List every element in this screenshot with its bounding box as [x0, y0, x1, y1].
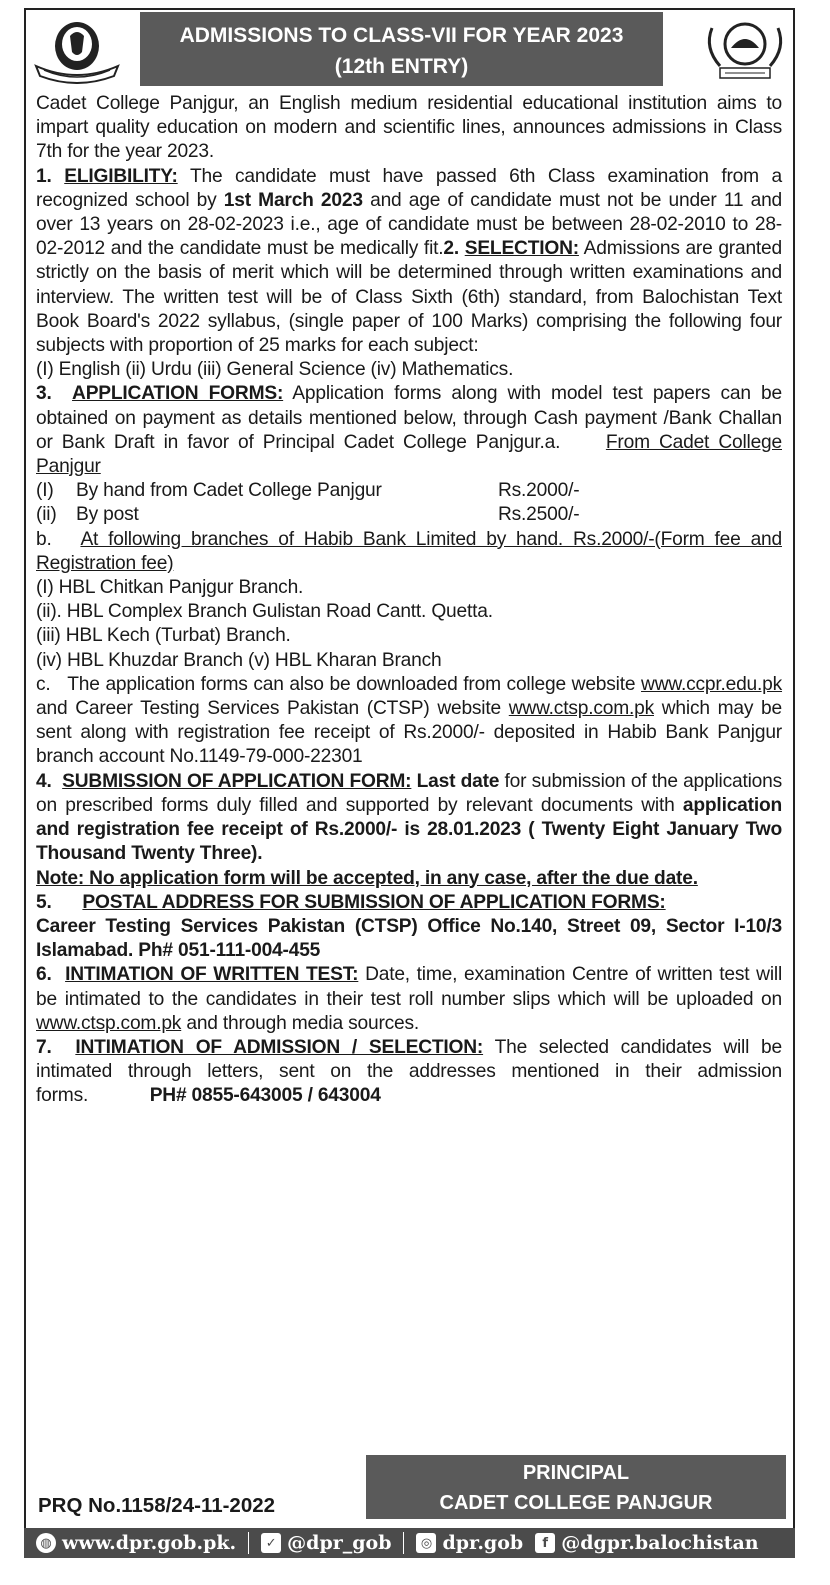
section-postal-address: [36, 891, 782, 915]
note-line: Note: No application form will be accepted, in any case, after the due date.: [36, 867, 698, 889]
intro-paragraph: Cadet College Panjgur, an English medium residential educational institution aims to impart quality education on modern and scientific lines, announces admissions in Class 7th for the year 2023.: [36, 93, 782, 163]
website-item[interactable]: [36, 1532, 236, 1554]
application-forms-text: Application forms along with model test papers can be obtained on payment as details mentioned below, through Cash payment /Bank Challan or Bank Draft in favor of Principal Cadet College Panjgur.a.: [36, 383, 782, 453]
signature-title: PRINCIPAL: [522, 1462, 630, 1484]
advert-body: [36, 92, 782, 1109]
branch-item: (I) HBL Chitkan Panjgur Branch.: [36, 577, 304, 599]
section-5-number: 5.: [36, 891, 52, 913]
facebook-icon: f: [535, 1533, 555, 1553]
college-website-link[interactable]: www.ccpr.edu.pk: [641, 673, 783, 695]
section-application-forms: [36, 382, 782, 479]
postal-address-text: Career Testing Services Pakistan (CTSP) Office No.140, Street 09, Sector I-10/3 Islamabad. Ph# 051-111-004-455: [36, 915, 782, 962]
application-forms-heading: APPLICATION FORMS:: [72, 383, 284, 405]
signature-block: [366, 1455, 786, 1519]
twitter-item[interactable]: [261, 1532, 391, 1554]
social-footer-bar: [24, 1528, 795, 1558]
section-admission-selection: [36, 1036, 782, 1109]
download-text-2: and Career Testing Services Pakistan (CTSP) website: [36, 698, 501, 720]
instagram-handle: dpr.gob: [442, 1532, 524, 1554]
instagram-item[interactable]: [416, 1532, 523, 1554]
facebook-handle: @dgpr.balochistan: [561, 1532, 759, 1554]
contact-phone: PH# 0855-643005 / 643004: [149, 1085, 381, 1107]
signature-institution: CADET COLLEGE PANJGUR: [439, 1492, 713, 1514]
section-eligibility-selection: [36, 165, 782, 359]
selection-heading: SELECTION:: [464, 238, 579, 260]
ctsp-upload-link[interactable]: www.ctsp.com.pk: [36, 1012, 182, 1034]
fee-row-number: (I): [36, 480, 54, 502]
branch-item: (ii). HBL Complex Branch Gulistan Road Cantt. Quetta.: [36, 601, 493, 623]
ctsp-website-link[interactable]: www.ctsp.com.pk: [508, 698, 654, 720]
submission-text: for submission of the applications on prescribed forms duly filled and supported by relevant documents with: [36, 770, 783, 816]
from-college-subheading: From Cadet College Panjgur: [36, 431, 782, 478]
bank-branches-text: At following branches of Habib Bank Limited by hand. Rs.2000/-(Form fee and Registration fee): [36, 528, 782, 574]
admission-selection-text: The selected candidates will be intimated through letters, sent on the addresses mentioned in their admission forms.: [36, 1036, 782, 1107]
instagram-icon: ◎: [416, 1533, 436, 1553]
facebook-item[interactable]: [535, 1532, 758, 1554]
fee-row-by-post: [36, 503, 782, 527]
prq-number: PRQ No.1158/24-11-2022: [38, 1494, 276, 1517]
written-test-text: Date, time, examination Centre of written test will be intimated to the candidates in their test roll number slips which will be uploaded on: [36, 964, 783, 1010]
fee-row-label: By hand from Cadet College Panjgur: [76, 480, 382, 502]
advert-subtitle: (12th ENTRY): [334, 55, 469, 78]
section-4-number: 4.: [36, 770, 52, 792]
eligibility-heading: ELIGIBILITY:: [64, 165, 178, 187]
submission-heading: SUBMISSION OF APPLICATION FORM:: [62, 770, 412, 792]
section-submission: [36, 770, 782, 867]
last-date-label: Last date: [416, 770, 500, 792]
subjects-line: (I) English (ii) Urdu (iii) General Science (iv) Mathematics.: [36, 359, 514, 381]
section-written-test: [36, 963, 782, 1036]
twitter-handle: @dpr_gob: [287, 1532, 392, 1554]
section-7-number: 7.: [36, 1036, 52, 1058]
college-crest-left-logo: [30, 14, 124, 84]
download-text-3: which may be sent along with registration fee receipt of Rs.2000/- deposited in Habib Bank Panjgur branch account No.1149-79-000-22301: [36, 698, 782, 768]
download-text: The application forms can also be downloaded from college website: [67, 673, 636, 695]
divider: [403, 1532, 404, 1554]
submission-deadline: application and registration fee receipt of Rs.2000/- is 28.01.2023 ( Twenty Eight January Two Thousand Twenty Three).: [36, 794, 782, 865]
item-c-label: c.: [36, 673, 51, 695]
branch-item: (iv) HBL Khuzdar Branch (v) HBL Kharan Branch: [36, 649, 442, 671]
fee-row-amount: Rs.2000/-: [498, 480, 580, 502]
eligibility-text: The candidate must have passed 6th Class examination from a recognized school by: [36, 165, 782, 211]
divider: [248, 1532, 249, 1554]
branch-item: (iii) HBL Kech (Turbat) Branch.: [36, 625, 291, 647]
fee-row-number: (ii): [36, 504, 57, 526]
fee-row-by-hand: [36, 479, 782, 503]
postal-address-heading: POSTAL ADDRESS FOR SUBMISSION OF APPLICATION FORMS:: [82, 891, 666, 913]
section-3-number: 3.: [36, 383, 52, 405]
written-test-text-2: and through media sources.: [186, 1012, 420, 1034]
fee-row-amount: Rs.2500/-: [498, 504, 580, 526]
twitter-icon: ✓: [261, 1533, 281, 1553]
government-seal-right-logo: [698, 14, 792, 84]
title-banner: [140, 12, 663, 86]
fee-row-label: By post: [76, 504, 139, 526]
section-1-number: 1.: [36, 165, 52, 187]
eligibility-date: 1st March 2023: [223, 189, 363, 211]
bank-branches-intro: [36, 528, 782, 576]
item-b-label: b.: [36, 528, 52, 550]
download-paragraph: [36, 673, 782, 770]
written-test-heading: INTIMATION OF WRITTEN TEST:: [65, 964, 359, 986]
globe-icon: ◍: [36, 1533, 56, 1553]
eligibility-text-2: and age of candidate must not be under 11 and over 13 years on 28-02-2023 i.e., age of candidate must be between 28-02-2010 to 28-02-2012 and the candidate must be medically fit.: [36, 189, 783, 260]
section-6-number: 6.: [36, 964, 52, 986]
advert-title: ADMISSIONS TO CLASS-VII FOR YEAR 2023: [179, 24, 624, 47]
website-label: www.dpr.gob.pk.: [62, 1532, 237, 1554]
admission-selection-heading: INTIMATION OF ADMISSION / SELECTION:: [75, 1036, 484, 1058]
section-2-number: 2.: [443, 238, 459, 260]
selection-text: Admissions are granted strictly on the basis of merit which will be determined through written examinations and interview. The written test will be of Class Sixth (6th) standard, from Balochistan Text Book Board's 2022 syllabus, (single paper of 100 Marks) comprising the following four subjects with proportion of 25 marks for each subject:: [36, 238, 782, 357]
